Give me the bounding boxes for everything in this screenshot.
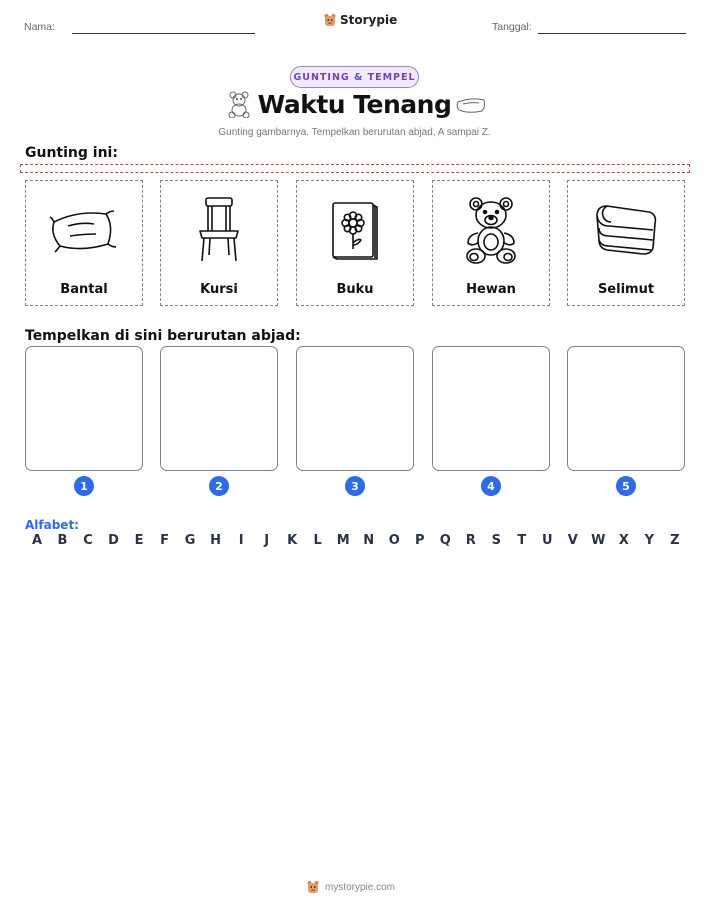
alphabet-title: Alfabet: bbox=[25, 518, 79, 532]
alphabet-letter: Z bbox=[670, 533, 680, 548]
cut-section-title: Gunting ini: bbox=[25, 145, 118, 161]
card-label: Bantal bbox=[60, 282, 108, 297]
chair-icon bbox=[194, 195, 244, 265]
page-title: Waktu Tenang bbox=[257, 90, 452, 119]
cut-card-selimut[interactable] bbox=[567, 180, 685, 306]
card-label: Hewan bbox=[466, 282, 516, 297]
card-label: Kursi bbox=[200, 282, 238, 297]
alphabet-letter: D bbox=[108, 533, 119, 548]
footer bbox=[306, 880, 395, 894]
alphabet-letter: Y bbox=[644, 533, 655, 548]
alphabet-row bbox=[26, 533, 686, 548]
alphabet-letter: S bbox=[491, 533, 501, 548]
alphabet-letter: T bbox=[517, 533, 527, 548]
paste-slot-2[interactable] bbox=[160, 346, 278, 471]
card-label: Buku bbox=[336, 282, 374, 297]
alphabet-letter: W bbox=[591, 533, 606, 548]
alphabet-letter: H bbox=[210, 533, 222, 548]
alphabet-letter: U bbox=[542, 533, 553, 548]
name-line bbox=[72, 33, 255, 34]
alphabet-letter: N bbox=[363, 533, 375, 548]
alphabet-letter: Q bbox=[439, 533, 451, 548]
alphabet-letter: E bbox=[134, 533, 144, 548]
brand-logo bbox=[323, 13, 397, 27]
alphabet-letter: F bbox=[160, 533, 170, 548]
brand-name: Storypie bbox=[340, 13, 398, 27]
paste-section-title: Tempelkan di sini berurutan abjad: bbox=[25, 328, 301, 344]
alphabet-letter: V bbox=[567, 533, 578, 548]
date-line bbox=[538, 33, 686, 34]
slot-number-badge: 1 bbox=[74, 476, 94, 496]
alphabet-letter: L bbox=[313, 533, 322, 548]
pillow-icon bbox=[48, 204, 120, 256]
cut-card-bantal[interactable] bbox=[25, 180, 143, 306]
slot-number-badge: 3 bbox=[345, 476, 365, 496]
activity-tag: GUNTING & TEMPEL bbox=[290, 66, 419, 88]
date-label: Tanggal: bbox=[492, 21, 532, 33]
alphabet-letter: G bbox=[184, 533, 196, 548]
alphabet-letter: X bbox=[618, 533, 629, 548]
alphabet-letter: J bbox=[264, 533, 270, 548]
cut-line bbox=[20, 164, 690, 173]
blanket-icon bbox=[593, 202, 659, 258]
slot-number-badge: 2 bbox=[209, 476, 229, 496]
storypie-mascot-icon bbox=[306, 880, 320, 894]
card-label: Selimut bbox=[597, 282, 655, 297]
footer-url: mystorypie.com bbox=[325, 881, 396, 893]
alphabet-letter: C bbox=[83, 533, 93, 548]
paste-slot-4[interactable] bbox=[432, 346, 550, 471]
slot-number-badge: 4 bbox=[481, 476, 501, 496]
alphabet-letter: R bbox=[465, 533, 476, 548]
instructions: Gunting gambarnya. Tempelkan berurutan abjad, A sampai Z. bbox=[218, 127, 491, 138]
book-icon bbox=[327, 199, 383, 261]
cut-card-buku[interactable] bbox=[296, 180, 414, 306]
cut-card-hewan[interactable] bbox=[432, 180, 550, 306]
storypie-mascot-icon bbox=[323, 13, 337, 27]
alphabet-letter: K bbox=[287, 533, 298, 548]
paste-slot-5[interactable] bbox=[567, 346, 685, 471]
slot-number-badge: 5 bbox=[616, 476, 636, 496]
alphabet-letter: M bbox=[336, 533, 350, 548]
paste-slot-1[interactable] bbox=[25, 346, 143, 471]
alphabet-letter: I bbox=[238, 533, 244, 548]
alphabet-letter: A bbox=[31, 533, 43, 548]
cut-card-kursi[interactable] bbox=[160, 180, 278, 306]
name-label: Nama: bbox=[24, 21, 55, 33]
alphabet-letter: B bbox=[57, 533, 68, 548]
pillow-small-icon bbox=[455, 96, 487, 114]
alphabet-letter: O bbox=[388, 533, 400, 548]
teddy-bear-icon bbox=[460, 195, 522, 265]
paste-slot-3[interactable] bbox=[296, 346, 414, 471]
alphabet-letter: P bbox=[414, 533, 425, 548]
